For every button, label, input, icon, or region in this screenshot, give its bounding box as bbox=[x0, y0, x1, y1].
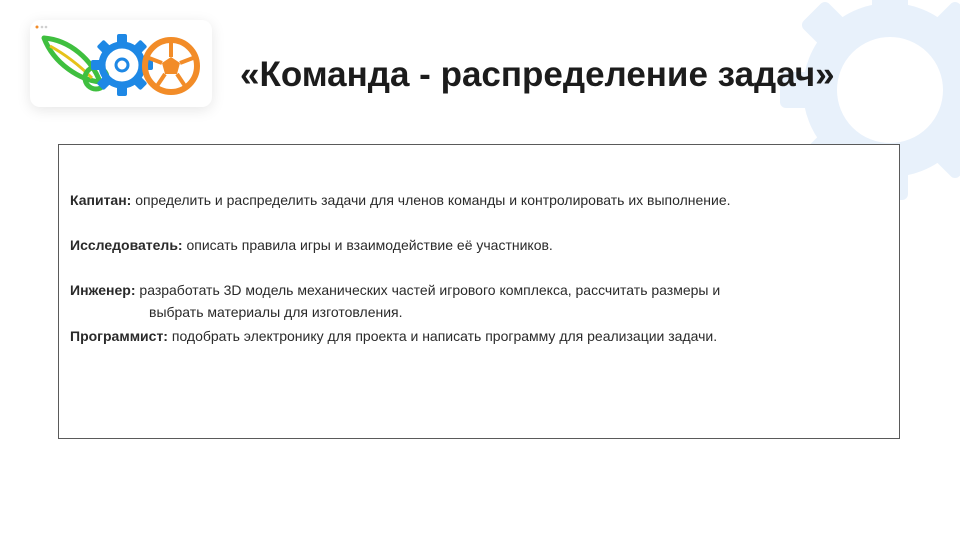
role-engineer bbox=[70, 279, 720, 323]
role-text: разработать 3D модель механических частей игрового комплекса, рассчитать размеры и bbox=[135, 282, 721, 298]
role-name: Программист: bbox=[70, 328, 168, 344]
role-text: описать правила игры и взаимодействие её участников. bbox=[182, 237, 553, 253]
role-captain bbox=[70, 189, 731, 211]
logo-card bbox=[30, 20, 212, 107]
role-programmer bbox=[70, 325, 717, 347]
role-name: Инженер: bbox=[70, 282, 136, 298]
role-name: Исследователь: bbox=[70, 237, 183, 253]
role-text-continued: выбрать материалы для изготовления. bbox=[149, 304, 403, 320]
role-name: Капитан: bbox=[70, 192, 132, 208]
page-title: «Команда - распределение задач» bbox=[240, 55, 835, 94]
roles-box bbox=[58, 144, 900, 439]
role-text: подобрать электронику для проекта и написать программу для реализации задачи. bbox=[167, 328, 718, 344]
role-researcher bbox=[70, 234, 553, 256]
leaf-gear-ball-logo-icon bbox=[30, 20, 212, 107]
role-text: определить и распределить задачи для членов команды и контролировать их выполнение. bbox=[131, 192, 731, 208]
